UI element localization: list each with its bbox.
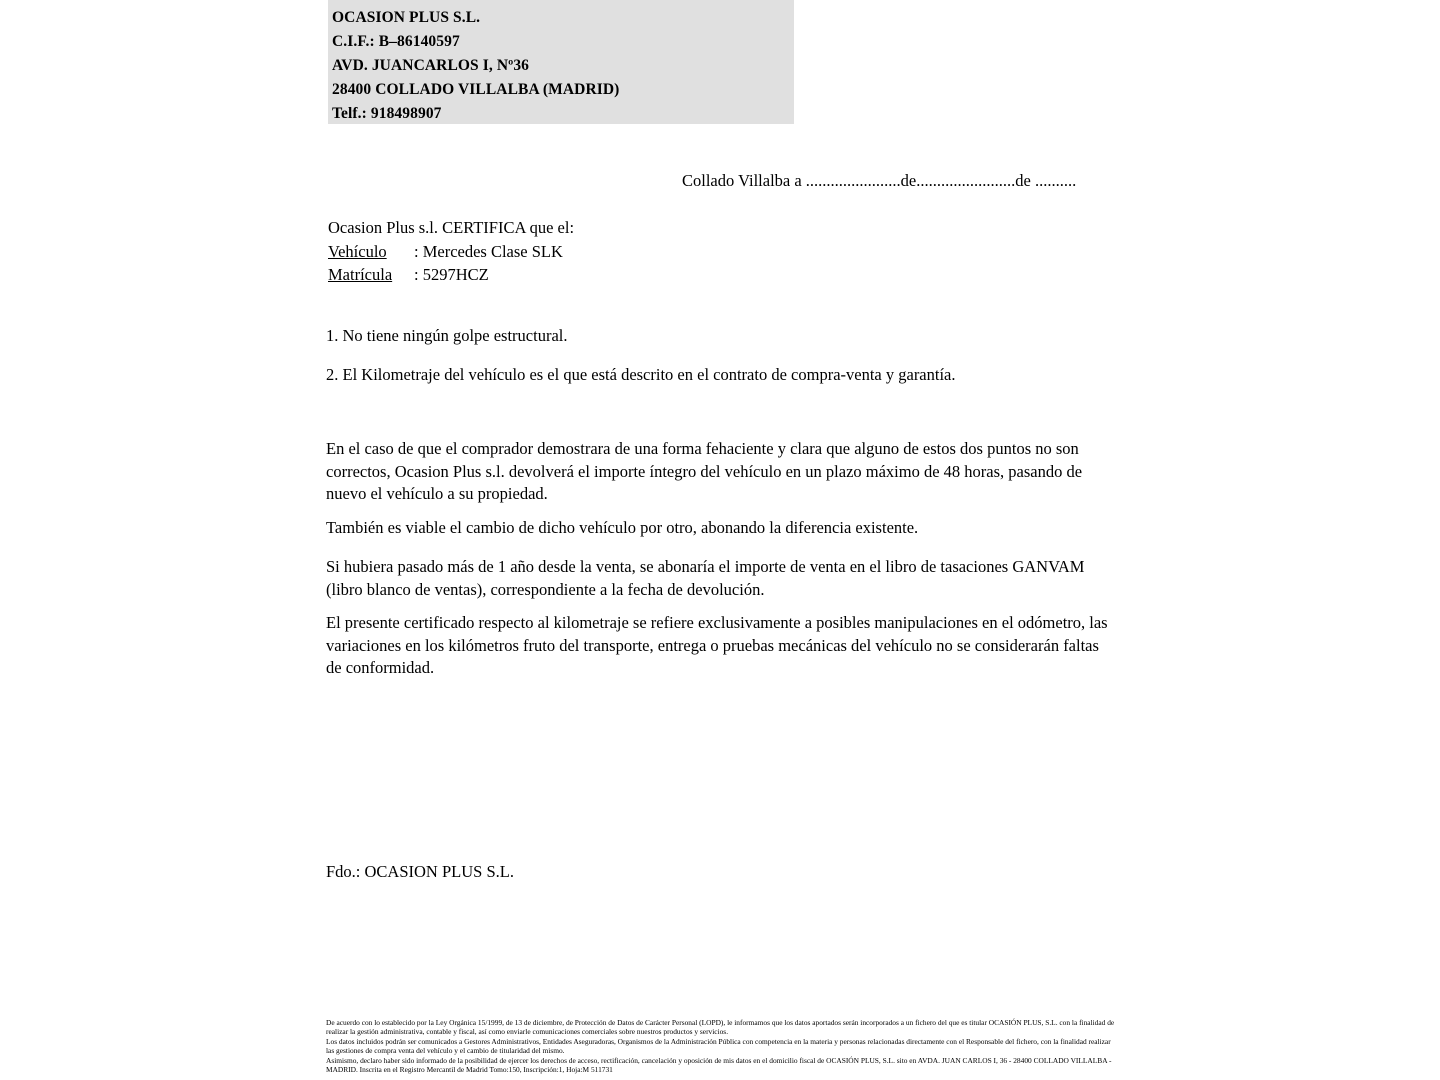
vehicle-value: : Mercedes Clase SLK: [414, 241, 563, 261]
signature-line: Fdo.: OCASION PLUS S.L.: [326, 862, 514, 881]
paragraph-exchange: También es viable el cambio de dicho vehículo por otro, abonando la diferencia existente.: [326, 518, 919, 537]
company-header-block: [328, 0, 794, 124]
plate-label: Matrícula: [328, 265, 393, 284]
plate-row: [328, 263, 574, 287]
paragraph-ganvam: Si hubiera pasado más de 1 año desde la venta, se abonaría el importe de venta en el libro de tasaciones GANVAM (libro blanco de ventas), correspondiente a la fecha de devolución.: [326, 557, 1085, 599]
company-city: 28400 COLLADO VILLALBA (MADRID): [332, 81, 620, 98]
certification-intro: Ocasion Plus s.l. CERTIFICA que el:: [328, 218, 575, 237]
point-item-1: 1. No tiene ningún golpe estructural.: [326, 326, 568, 345]
paragraph-refund: En el caso de que el comprador demostrara de una forma fehaciente y clara que alguno de estos dos puntos no son correctos, Ocasion Plus s.l. devolverá el importe íntegro del vehículo en un plazo máximo de 48 horas, pasando de nuevo el vehículo a su propiedad.: [326, 439, 1083, 503]
vehicle-row: [328, 240, 574, 264]
company-name: OCASION PLUS S.L.: [332, 9, 481, 26]
certification-block: [328, 216, 574, 287]
plate-value: : 5297HCZ: [414, 265, 489, 284]
date-line: Collado Villalba a .......................de........................de ..........: [682, 171, 1077, 190]
legal-paragraph-3: Asimismo, declaro haber sido informado de la posibilidad de ejercer los derechos de acceso, rectificación, cancelación y oposición de mis datos en el domicilio fiscal de OCASIÓN PLUS, S.L. sito en AVDA. JUAN CARLOS I, 36 - 28400 COLLADO VILLALBA - MADRID. Inscrita en el Registro Mercantil de Madrid Tomo:150, Inscripción:1, Hoja:M 511731: [326, 1056, 1112, 1075]
point-item-2: 2. El Kilometraje del vehículo es el que está descrito en el contrato de compra-venta y garantía.: [326, 365, 956, 384]
vehicle-label: Vehículo: [328, 241, 387, 261]
company-cif: C.I.F.: B–86140597: [332, 33, 460, 50]
legal-paragraph-1: De acuerdo con lo establecido por la Ley Orgánica 15/1999, de 13 de diciembre, de Protección de Datos de Carácter Personal (LOPD), le informamos que los datos aportados serán incorporados a un fichero del que es titular OCASIÓN PLUS, S.L. con la finalidad de realizar la gestión administrativa, contable y fiscal, así como enviarle comunicaciones comerciales sobre nuestros productos y servicios.: [326, 1018, 1115, 1037]
legal-footer: [326, 1018, 1116, 1075]
company-address: AVD. JUANCARLOS I, Nº36: [332, 57, 530, 74]
paragraph-odometer: El presente certificado respecto al kilometraje se refiere exclusivamente a posibles manipulaciones en el odómetro, las variaciones en los kilómetros fruto del transporte, entrega o pruebas mecánicas del vehículo no se considerarán faltas de conformidad.: [326, 613, 1108, 677]
legal-paragraph-2: Los datos incluidos podrán ser comunicados a Gestores Administrativos, Entidades Aseguradoras, Organismos de la Administración Pública con competencia en la materia y personas relacionadas directamente con el Responsable del fichero, con la finalidad realizar las gestiones de compra venta del vehículo y el cambio de titularidad del mismo.: [326, 1037, 1111, 1056]
company-phone: Telf.: 918498907: [332, 105, 442, 122]
